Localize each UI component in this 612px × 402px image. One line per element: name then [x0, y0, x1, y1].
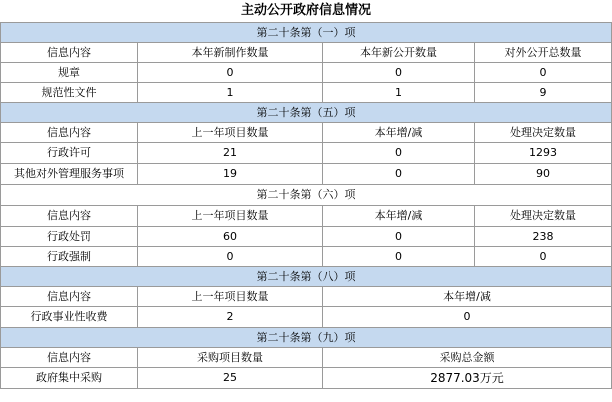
table-row	[1, 143, 612, 164]
table-cell: 0	[475, 63, 612, 83]
table-row	[1, 307, 612, 328]
table-cell: 21	[138, 143, 323, 164]
table-cell: 0	[323, 307, 612, 328]
table-cell: 2	[138, 307, 323, 328]
header-row	[1, 206, 612, 227]
header-row	[1, 287, 612, 307]
table-cell: 0	[323, 143, 475, 164]
column-header: 对外公开总数量	[475, 43, 612, 63]
table-cell: 0	[475, 247, 612, 267]
column-header: 信息内容	[1, 348, 138, 368]
table-cell: 19	[138, 164, 323, 185]
column-header: 本年新制作数量	[138, 43, 323, 63]
table-cell: 1293	[475, 143, 612, 164]
table-cell: 25	[138, 368, 323, 389]
table-cell: 2877.03万元	[323, 368, 612, 389]
section-heading: 第二十条第（一）项	[1, 23, 612, 43]
column-header: 采购总金额	[323, 348, 612, 368]
table-cell: 行政许可	[1, 143, 138, 164]
column-header: 信息内容	[1, 123, 138, 143]
table-cell: 0	[323, 164, 475, 185]
section-heading: 第二十条第（八）项	[1, 267, 612, 287]
section-heading-row	[1, 328, 612, 348]
table-cell: 0	[323, 63, 475, 83]
section-heading: 第二十条第（五）项	[1, 103, 612, 123]
table-row	[1, 83, 612, 103]
table-row	[1, 247, 612, 267]
column-header: 本年增/减	[323, 287, 612, 307]
section-heading-row	[1, 267, 612, 287]
table-cell: 0	[323, 227, 475, 247]
table-cell: 60	[138, 227, 323, 247]
table-row	[1, 63, 612, 83]
table-cell: 0	[138, 63, 323, 83]
table-row	[1, 227, 612, 247]
column-header: 本年增/减	[323, 123, 475, 143]
table-row	[1, 164, 612, 185]
table-cell: 规范性文件	[1, 83, 138, 103]
table-cell: 行政强制	[1, 247, 138, 267]
section-heading-row	[1, 23, 612, 43]
info-table	[0, 22, 612, 389]
table-cell: 1	[323, 83, 475, 103]
column-header: 上一年项目数量	[138, 206, 323, 227]
column-header: 信息内容	[1, 287, 138, 307]
table-cell: 行政事业性收费	[1, 307, 138, 328]
table-cell: 其他对外管理服务事项	[1, 164, 138, 185]
section-heading: 第二十条第（九）项	[1, 328, 612, 348]
header-row	[1, 43, 612, 63]
column-header: 本年增/减	[323, 206, 475, 227]
table-cell: 238	[475, 227, 612, 247]
table-cell: 9	[475, 83, 612, 103]
table-cell: 规章	[1, 63, 138, 83]
table-cell: 1	[138, 83, 323, 103]
table-row	[1, 368, 612, 389]
header-row	[1, 123, 612, 143]
column-header: 本年新公开数量	[323, 43, 475, 63]
section-heading-row	[1, 185, 612, 206]
table-cell: 政府集中采购	[1, 368, 138, 389]
table-cell: 0	[323, 247, 475, 267]
table-cell: 行政处罚	[1, 227, 138, 247]
section-heading: 第二十条第（六）项	[1, 185, 612, 206]
column-header: 上一年项目数量	[138, 123, 323, 143]
column-header: 上一年项目数量	[138, 287, 323, 307]
table-cell: 0	[138, 247, 323, 267]
column-header: 信息内容	[1, 206, 138, 227]
header-row	[1, 348, 612, 368]
table-cell: 90	[475, 164, 612, 185]
column-header: 处理决定数量	[475, 206, 612, 227]
column-header: 处理决定数量	[475, 123, 612, 143]
column-header: 采购项目数量	[138, 348, 323, 368]
column-header: 信息内容	[1, 43, 138, 63]
section-heading-row	[1, 103, 612, 123]
page-title: 主动公开政府信息情况	[240, 3, 371, 18]
